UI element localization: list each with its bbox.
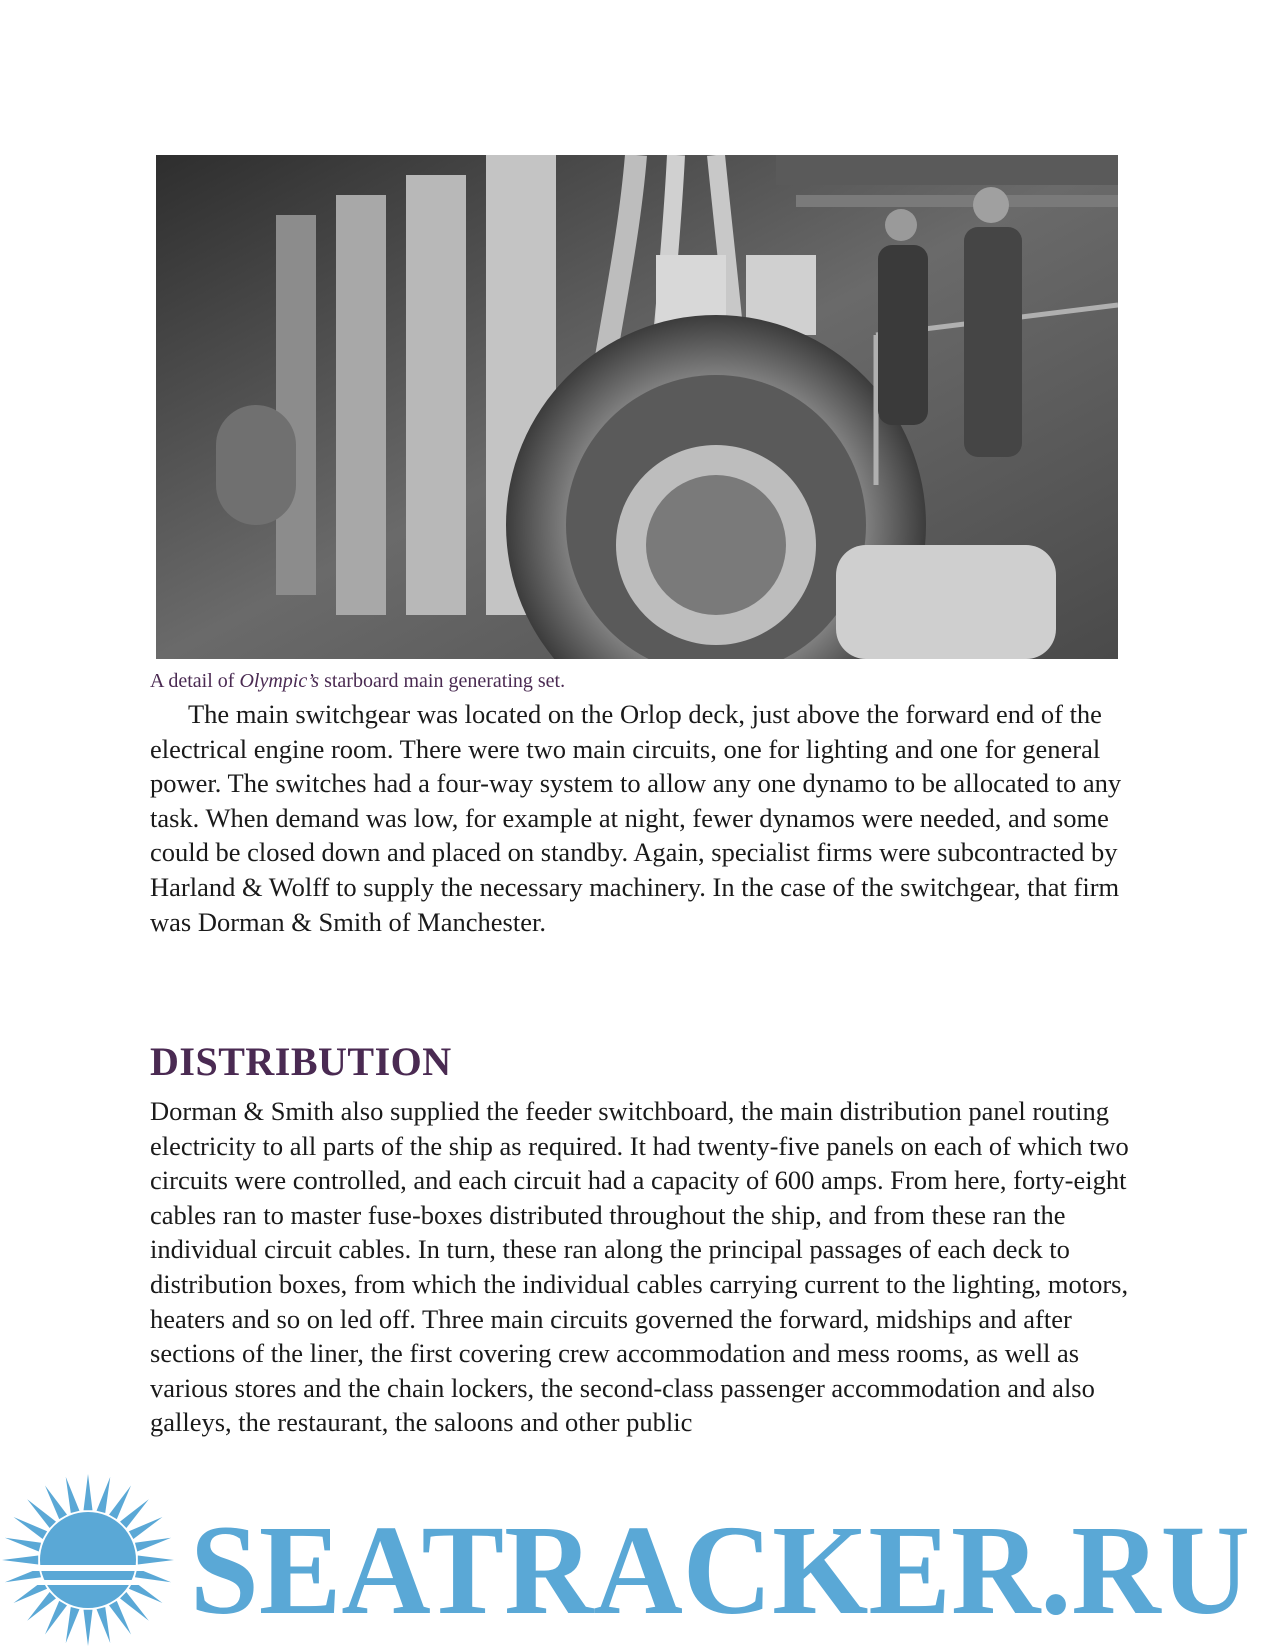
sunburst-ray <box>109 1486 131 1520</box>
sunburst-ray <box>129 1517 163 1539</box>
sunburst-ray <box>66 1477 80 1513</box>
sunburst-ray <box>27 1499 56 1528</box>
caption-prefix: A detail of <box>150 670 240 692</box>
sunburst-ray <box>135 1538 171 1552</box>
section-heading: DISTRIBUTION <box>150 1039 452 1084</box>
sunburst-ray <box>120 1499 149 1528</box>
photo-caption <box>150 670 1130 693</box>
sunburst-ray <box>66 1607 80 1643</box>
photo-illustration <box>156 155 1118 659</box>
sunburst-ray <box>84 1610 93 1646</box>
sunburst-ray <box>109 1601 131 1635</box>
sunburst-ray <box>45 1601 67 1635</box>
sunburst-ray <box>2 1556 38 1565</box>
caption-suffix: starboard main generating set. <box>319 670 566 692</box>
caption-ship-name: Olympic’s <box>239 670 320 692</box>
switchgear-paragraph: The main switchgear was located on the Orlop deck, just above the forward end of the electrical engine room. There were two main circuits, one for lighting and one for general power. The switches had a four-way system to allow any one dynamo to be allocated to any task. When demand was low, for example at night, fewer dynamos were needed, and some could be closed down and placed on standby. Again, specialist firms were subcontracted by Harland & Wolff to supply the necessary machinery. In the case of the switchgear, that firm was Dorman & Smith of Manchester. <box>150 699 1122 937</box>
sunburst-ray <box>14 1517 48 1539</box>
sunburst-logo-icon <box>2 1474 174 1646</box>
distribution-paragraph: Dorman & Smith also supplied the feeder switchboard, the main distribution panel routing electricity to all parts of the ship as required. It had twenty-five panels on each of which two circuits were controlled, and each circuit had a capacity of 600 amps. From here, forty-eight cables ran to master fuse-boxes distributed throughout the ship, and from these ran the individual circuit cables. In turn, these ran along the principal passages of each deck to distribution boxes, from which the individual cables carrying current to the lighting, motors, heaters and so on led off. Three main circuits governed the forward, midships and after sections of the liner, the first covering crew accommodation and mess rooms, as well as various stores and the chain lockers, the second-class passenger accommodation and also galleys, the restaurant, the saloons and other public <box>150 1096 1129 1438</box>
sunburst-ray <box>5 1538 41 1552</box>
sunburst-ray <box>120 1592 149 1621</box>
watermark-text: SEATRACKER.RU <box>190 1499 1250 1641</box>
sunburst-ray <box>27 1592 56 1621</box>
sunburst-ray <box>97 1477 111 1513</box>
watermark <box>0 1465 1275 1650</box>
sunburst-ray <box>84 1474 93 1510</box>
generating-set-photo <box>156 155 1118 659</box>
sunburst-ray <box>138 1556 174 1565</box>
sunburst-ray <box>97 1607 111 1643</box>
sunburst-ray <box>45 1486 67 1520</box>
